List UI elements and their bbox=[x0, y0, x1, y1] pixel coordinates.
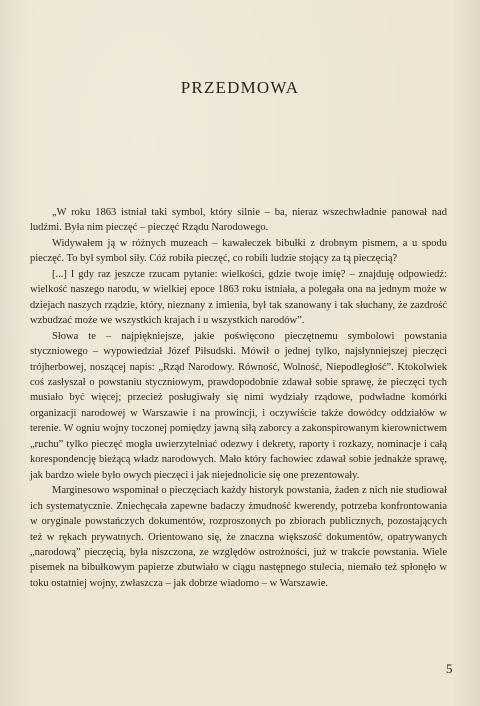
paragraph: „W roku 1863 istniał taki symbol, który silnie – ba, nieraz wszechwładnie panował nad ludźmi. Była nim pieczęć – pieczęć Rządu Narodowego. bbox=[30, 207, 447, 234]
page-number: 5 bbox=[446, 661, 453, 676]
paragraph: Widywałem ją w różnych muzeach – kawałeczek bibułki z drobnym pismem, a u spodu pieczęć. To był symbol siły. Cóż robiła pieczęć, co robili ludzie stojący za tą pieczęcią? bbox=[30, 237, 447, 265]
paragraph: Marginesowo wspominał o pieczęciach każdy historyk powstania, żaden z nich nie studiował ich systematycznie. Zniechęcała zapewne badaczy żmudność kwerendy, potrzeba konfrontowania w oryginale powstańczych dokumentów, rozproszonych po zbiorach publicznych, pozostających też w rękach prywatnych. Orientowano się, że znaczna większość dokumentów, opatrywanych „narodową” pieczęcią, była niszczona, ze względów ostrożności, już w trakcie powstania. Wiele pisemek na bibułkowym papierze zbutwiało w ciągu następnego stulecia, niemało też spłonęło w toku ostatniej wojny, zwłaszcza – jak dobrze wiadomo – w Warszawie. bbox=[30, 485, 447, 589]
page-title: PRZEDMOWA bbox=[180, 78, 300, 97]
paragraph: [...] I gdy raz jeszcze rzucam pytanie: wielkości, gdzie twoje imię? – znajduję odpowiedź: wielkość naszego narodu, w wielkiej epoce 1863 roku istniała, a polegała ona na jednym może w dziejach naszych rządzie, który, nieznany z imienia, był tak szanowany i tak słuchany, że zazdrość wzbudzać może we wszystkich krajach i u wszystkich narodów”. bbox=[30, 268, 447, 327]
paragraph: Słowa te – najpiękniejsze, jakie poświęcono pieczętnemu symbolowi powstania styczniowego – wypowiedział Józef Piłsudski. Mówił o jednej tylko, najsłynniejszej pieczęci trójherbowej, noszącej napis: „Rząd Narodowy. Równość, Wolność, Niepodległość”. Ktokolwiek coś zasłyszał o powstaniu styczniowym, prawdopodobnie zdawał sobie sprawę, że pieczęci tych musiało być więcej; przecież posługiwały się nimi wydziały rządowe, podwładne komórki organizacji narodowej w Warszawie i na prowincji, i oczywiście także dowódcy oddziałów w terenie. W ogniu wojny toczonej pomiędzy jawną siłą zaborcy a zakonspirowanym kierownictwem „ruchu” tylko pieczęć mogła uwierzytelniać odezwy i dekrety, raporty i rozkazy, nominacje i całą korespondencję bieżącą władz narodowych. Mało który fachowiec zdawał sobie jednakże sprawę, jak bardzo wiele było owych pieczęci i jak niejednolicie się one prezentowały. bbox=[30, 330, 447, 481]
preface-text bbox=[30, 205, 447, 591]
